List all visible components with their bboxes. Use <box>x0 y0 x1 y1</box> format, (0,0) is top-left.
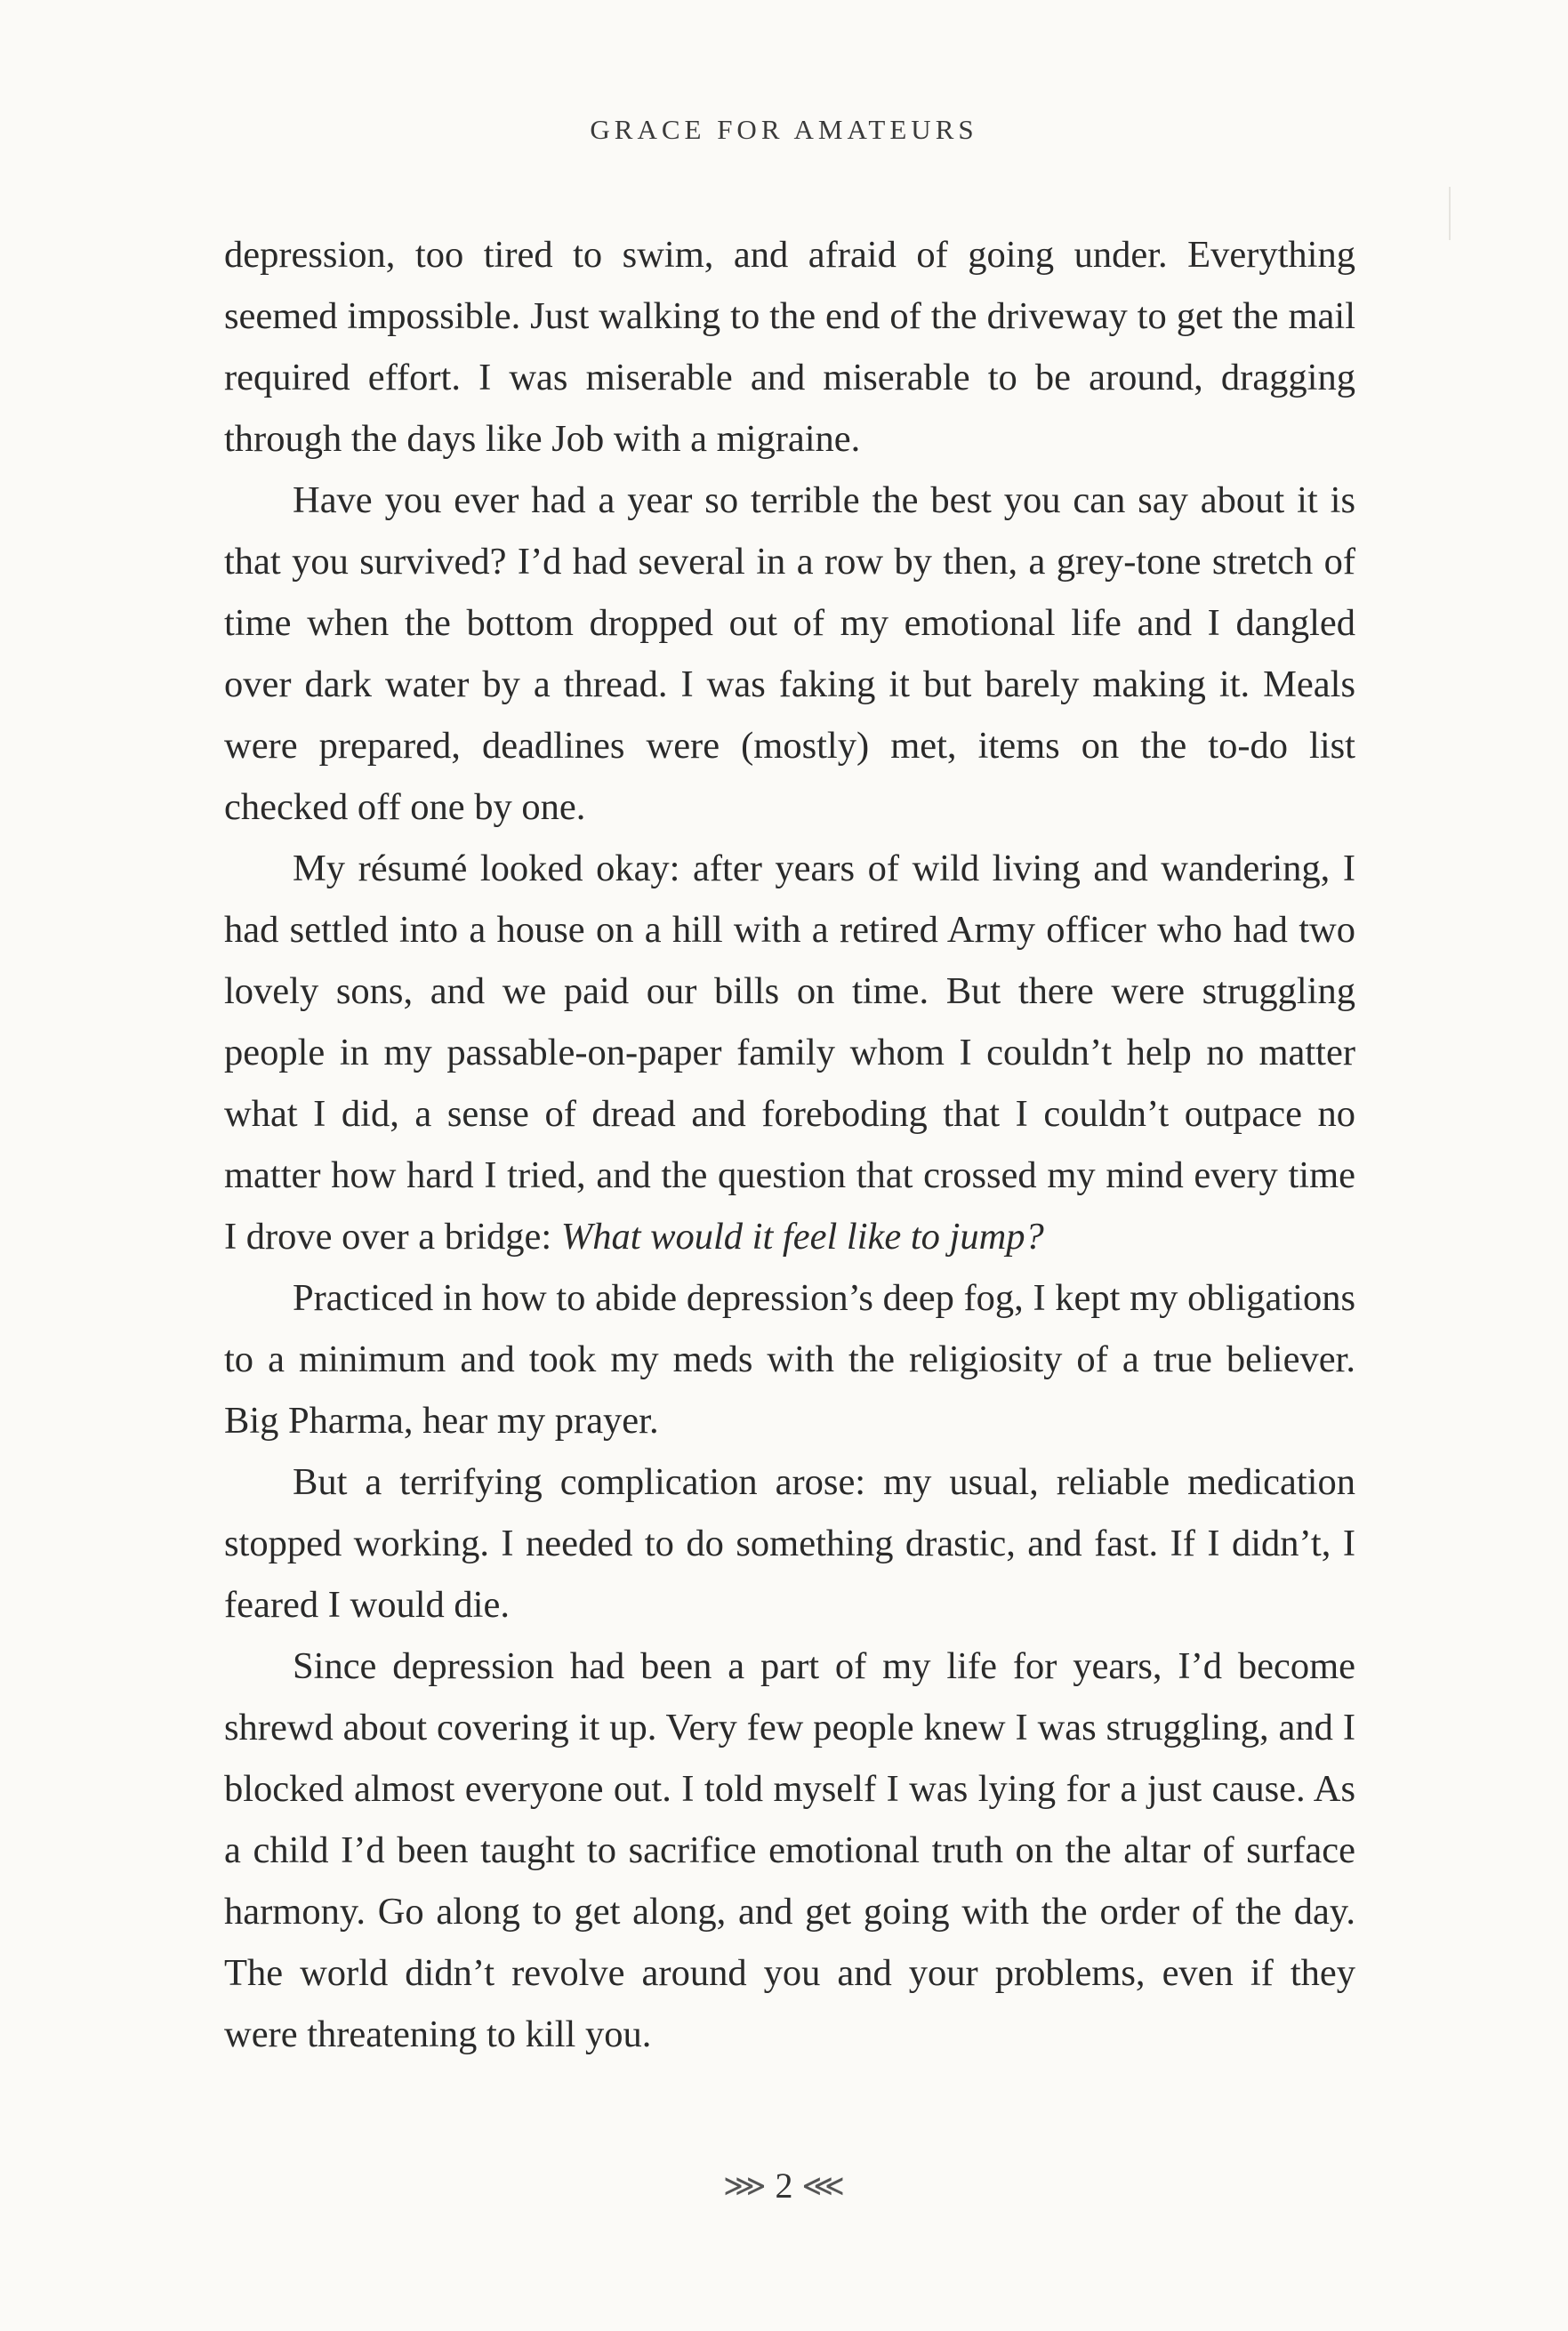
paragraph <box>224 1636 1355 2065</box>
italic-text: What would it feel like to jump? <box>560 1216 1044 1258</box>
paragraph-text: Since depression had been a part of my life for years, I’d become shrewd about covering it up. Very few people knew I was struggling, and I blocked almost everyone out. I told myself I was lying for a just cause. As a child I’d been taught to sacrifice emotional truth on the altar of surface harmony. Go along to get along, and get going with the order of the day. The world didn’t revolve around you and your problems, even if they were threatening to kill you. <box>224 1645 1355 2055</box>
paragraph-text: Practiced in how to abide depression’s deep fog, I kept my obligations to a minimum and took my meds with the religiosity of a true believer. Big Pharma, hear my prayer. <box>224 1277 1355 1442</box>
page-number-value: 2 <box>775 2166 793 2206</box>
running-head: GRACE FOR AMATEURS <box>590 114 978 145</box>
left-ornament-icon: ⋙ <box>723 2170 767 2203</box>
scan-mark <box>1449 187 1451 240</box>
paragraph <box>224 838 1355 1267</box>
paragraph-text: But a terrifying complication arose: my usual, reliable medication stopped working. I needed to do something drastic, and fast. If I didn’t, I feared I would die. <box>224 1461 1355 1626</box>
body-text <box>224 224 1355 2065</box>
paragraph <box>224 1451 1355 1636</box>
right-ornament-icon: ⋘ <box>801 2170 845 2203</box>
page-number <box>0 2165 1568 2206</box>
paragraph <box>224 1267 1355 1451</box>
paragraph <box>224 224 1355 470</box>
paragraph-text: depression, too tired to swim, and afraid of going under. Everything seemed impossible. Just walking to the end of the driveway to get the mail required effort. I was miserable and miserable to be around, dragging through the days like Job with a migraine. <box>224 234 1355 460</box>
paragraph <box>224 470 1355 838</box>
paragraph-text: Have you ever had a year so terrible the best you can say about it is that you survived? I’d had several in a row by then, a grey-tone stretch of time when the bottom dropped out of my emotional life and I dangled over dark water by a thread. I was faking it but barely making it. Meals were prepared, deadlines were (mostly) met, items on the to-do list checked off one by one. <box>224 479 1355 828</box>
paragraph-text: My résumé looked okay: after years of wild living and wandering, I had settled into a house on a hill with a retired Army officer who had two lovely sons, and we paid our bills on time. But there were struggling people in my passable-on-paper family whom I couldn’t help no matter what I did, a sense of dread and foreboding that I couldn’t outpace no matter how hard I tried, and the question that crossed my mind every time I drove over a bridge: <box>224 848 1355 1258</box>
